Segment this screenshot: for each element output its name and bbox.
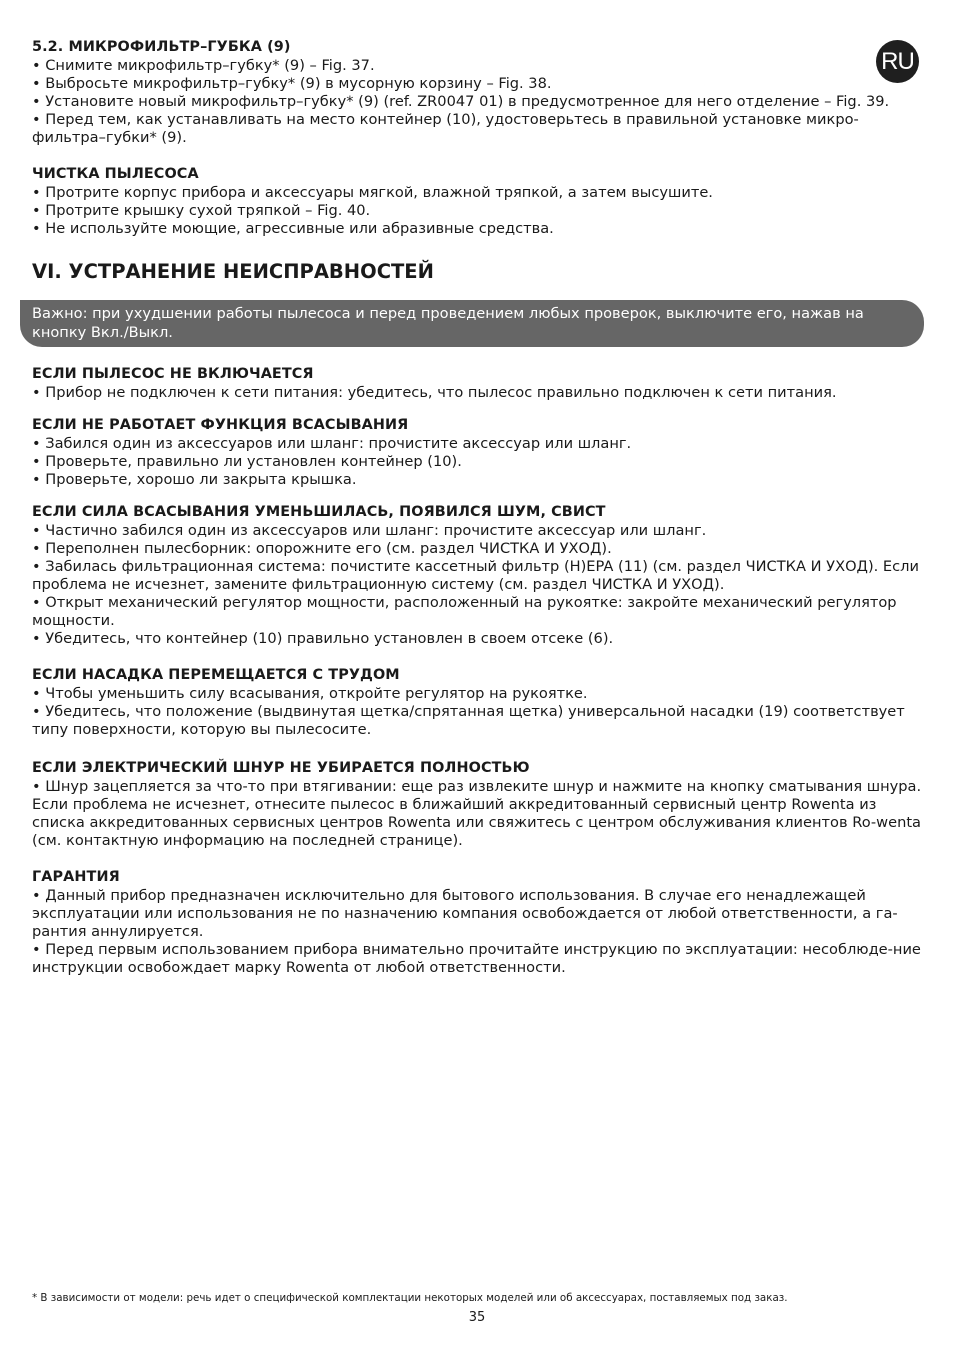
footnote: * В зависимости от модели: речь идет о специфической комплектации некоторых моделей или об аксессуарах, поставляемых под заказ. (32, 1292, 788, 1304)
instruction-line: • Протрите крышку сухой тряпкой – Fig. 40. (32, 202, 371, 219)
instruction-line: • Убедитесь, что положение (выдвинутая щетка/спрятанная щетка) универсальной насадки (19) соответствует типу поверхности, которую вы пылесосите. (32, 703, 905, 738)
instruction-line: • Частично забился один из аксессуаров или шланг: прочистите аксессуар или шланг. (32, 522, 707, 539)
service-center-note: Если проблема не исчезнет, отнесите пылесос в ближайший аккредитованный сервисный центр Rowenta из списка аккредитованных сервисных центров Rowenta или свяжитесь с центром обслуживания клиентов Ro-wenta (см. контактную информацию на последней странице). (32, 796, 921, 849)
instruction-line: • Забилась фильтрационная система: почистите кассетный фильтр (H)EPA (11) (см. раздел ЧИСТКА И УХОД). Если проблема не исчезнет, замените фильтрационную систему (см. раздел ЧИСТКА И УХОД). (32, 558, 919, 593)
instruction-line: • Убедитесь, что контейнер (10) правильно установлен в своем отсеке (6). (32, 630, 614, 647)
warranty-line: • Перед первым использованием прибора внимательно прочитайте инструкцию по эксплуатации: несоблюде-ние инструкции освобождает марку Rowenta от любой ответственности. (32, 941, 921, 976)
instruction-line: • Выбросьте микрофильтр–губку* (9) в мусорную корзину – Fig. 38. (32, 75, 552, 92)
section-heading-reduced-suction: ЕСЛИ СИЛА ВСАСЫВАНИЯ УМЕНЬШИЛАСЬ, ПОЯВИЛСЯ ШУМ, СВИСТ (32, 504, 606, 520)
instruction-line: • Проверьте, правильно ли установлен контейнер (10). (32, 453, 462, 470)
instruction-line: • Протрите корпус прибора и аксессуары мягкой, влажной тряпкой, а затем высушите. (32, 184, 713, 201)
instruction-line: • Забился один из аксессуаров или шланг: прочистите аксессуар или шланг. (32, 435, 632, 452)
instruction-line: • Переполнен пылесборник: опорожните его (см. раздел ЧИСТКА И УХОД). (32, 540, 612, 557)
instruction-line: • Проверьте, хорошо ли закрыта крышка. (32, 471, 357, 488)
instruction-line: • Установите новый микрофильтр–губку* (9) (ref. ZR0047 01) в предусмотренное для него отделение – Fig. 39. (32, 93, 890, 110)
section-heading-cleaning: ЧИСТКА ПЫЛЕСОСА (32, 166, 199, 182)
instruction-line: • Прибор не подключен к сети питания: убедитесь, что пылесос правильно подключен к сети питания. (32, 384, 837, 401)
section-heading-microfilter: 5.2. МИКРОФИЛЬТР–ГУБКА (9) (32, 39, 291, 55)
instruction-line: • Не используйте моющие, агрессивные или абразивные средства. (32, 220, 554, 237)
section-heading-nozzle: ЕСЛИ НАСАДКА ПЕРЕМЕЩАЕТСЯ С ТРУДОМ (32, 667, 400, 683)
important-notice: Важно: при ухудшении работы пылесоса и перед проведением любых проверок, выключите его, нажав на кнопку Вкл./Выкл. (20, 300, 924, 347)
language-badge: RU (876, 40, 919, 83)
instruction-line: • Чтобы уменьшить силу всасывания, откройте регулятор на рукоятке. (32, 685, 588, 702)
instruction-line: • Шнур зацепляется за что-то при втягивании: еще раз извлеките шнур и нажмите на кнопку сматывания шнура. (32, 778, 922, 795)
instruction-line: • Открыт механический регулятор мощности, расположенный на рукоятке: закройте механический регулятор мощности. (32, 594, 897, 629)
page-number: 35 (468, 1310, 486, 1325)
instruction-line: • Перед тем, как устанавливать на место контейнер (10), удостоверьтесь в правильной установке микро-фильтра–губки* (9). (32, 111, 859, 146)
chapter-title-troubleshooting: VI. УСТРАНЕНИЕ НЕИСПРАВНОСТЕЙ (32, 260, 434, 283)
section-heading-no-suction: ЕСЛИ НЕ РАБОТАЕТ ФУНКЦИЯ ВСАСЫВАНИЯ (32, 417, 409, 433)
instruction-line: • Снимите микрофильтр–губку* (9) – Fig. 37. (32, 57, 375, 74)
warranty-line: • Данный прибор предназначен исключительно для бытового использования. В случае его ненадлежащей эксплуатации или использования не по назначению компания освобождается от любой ответственности, а га-рантия аннулируется. (32, 887, 898, 940)
section-heading-cord: ЕСЛИ ЭЛЕКТРИЧЕСКИЙ ШНУР НЕ УБИРАЕТСЯ ПОЛНОСТЬЮ (32, 760, 530, 776)
page-content (32, 38, 924, 977)
section-heading-no-power: ЕСЛИ ПЫЛЕСОС НЕ ВКЛЮЧАЕТСЯ (32, 366, 314, 382)
section-heading-warranty: ГАРАНТИЯ (32, 869, 120, 885)
